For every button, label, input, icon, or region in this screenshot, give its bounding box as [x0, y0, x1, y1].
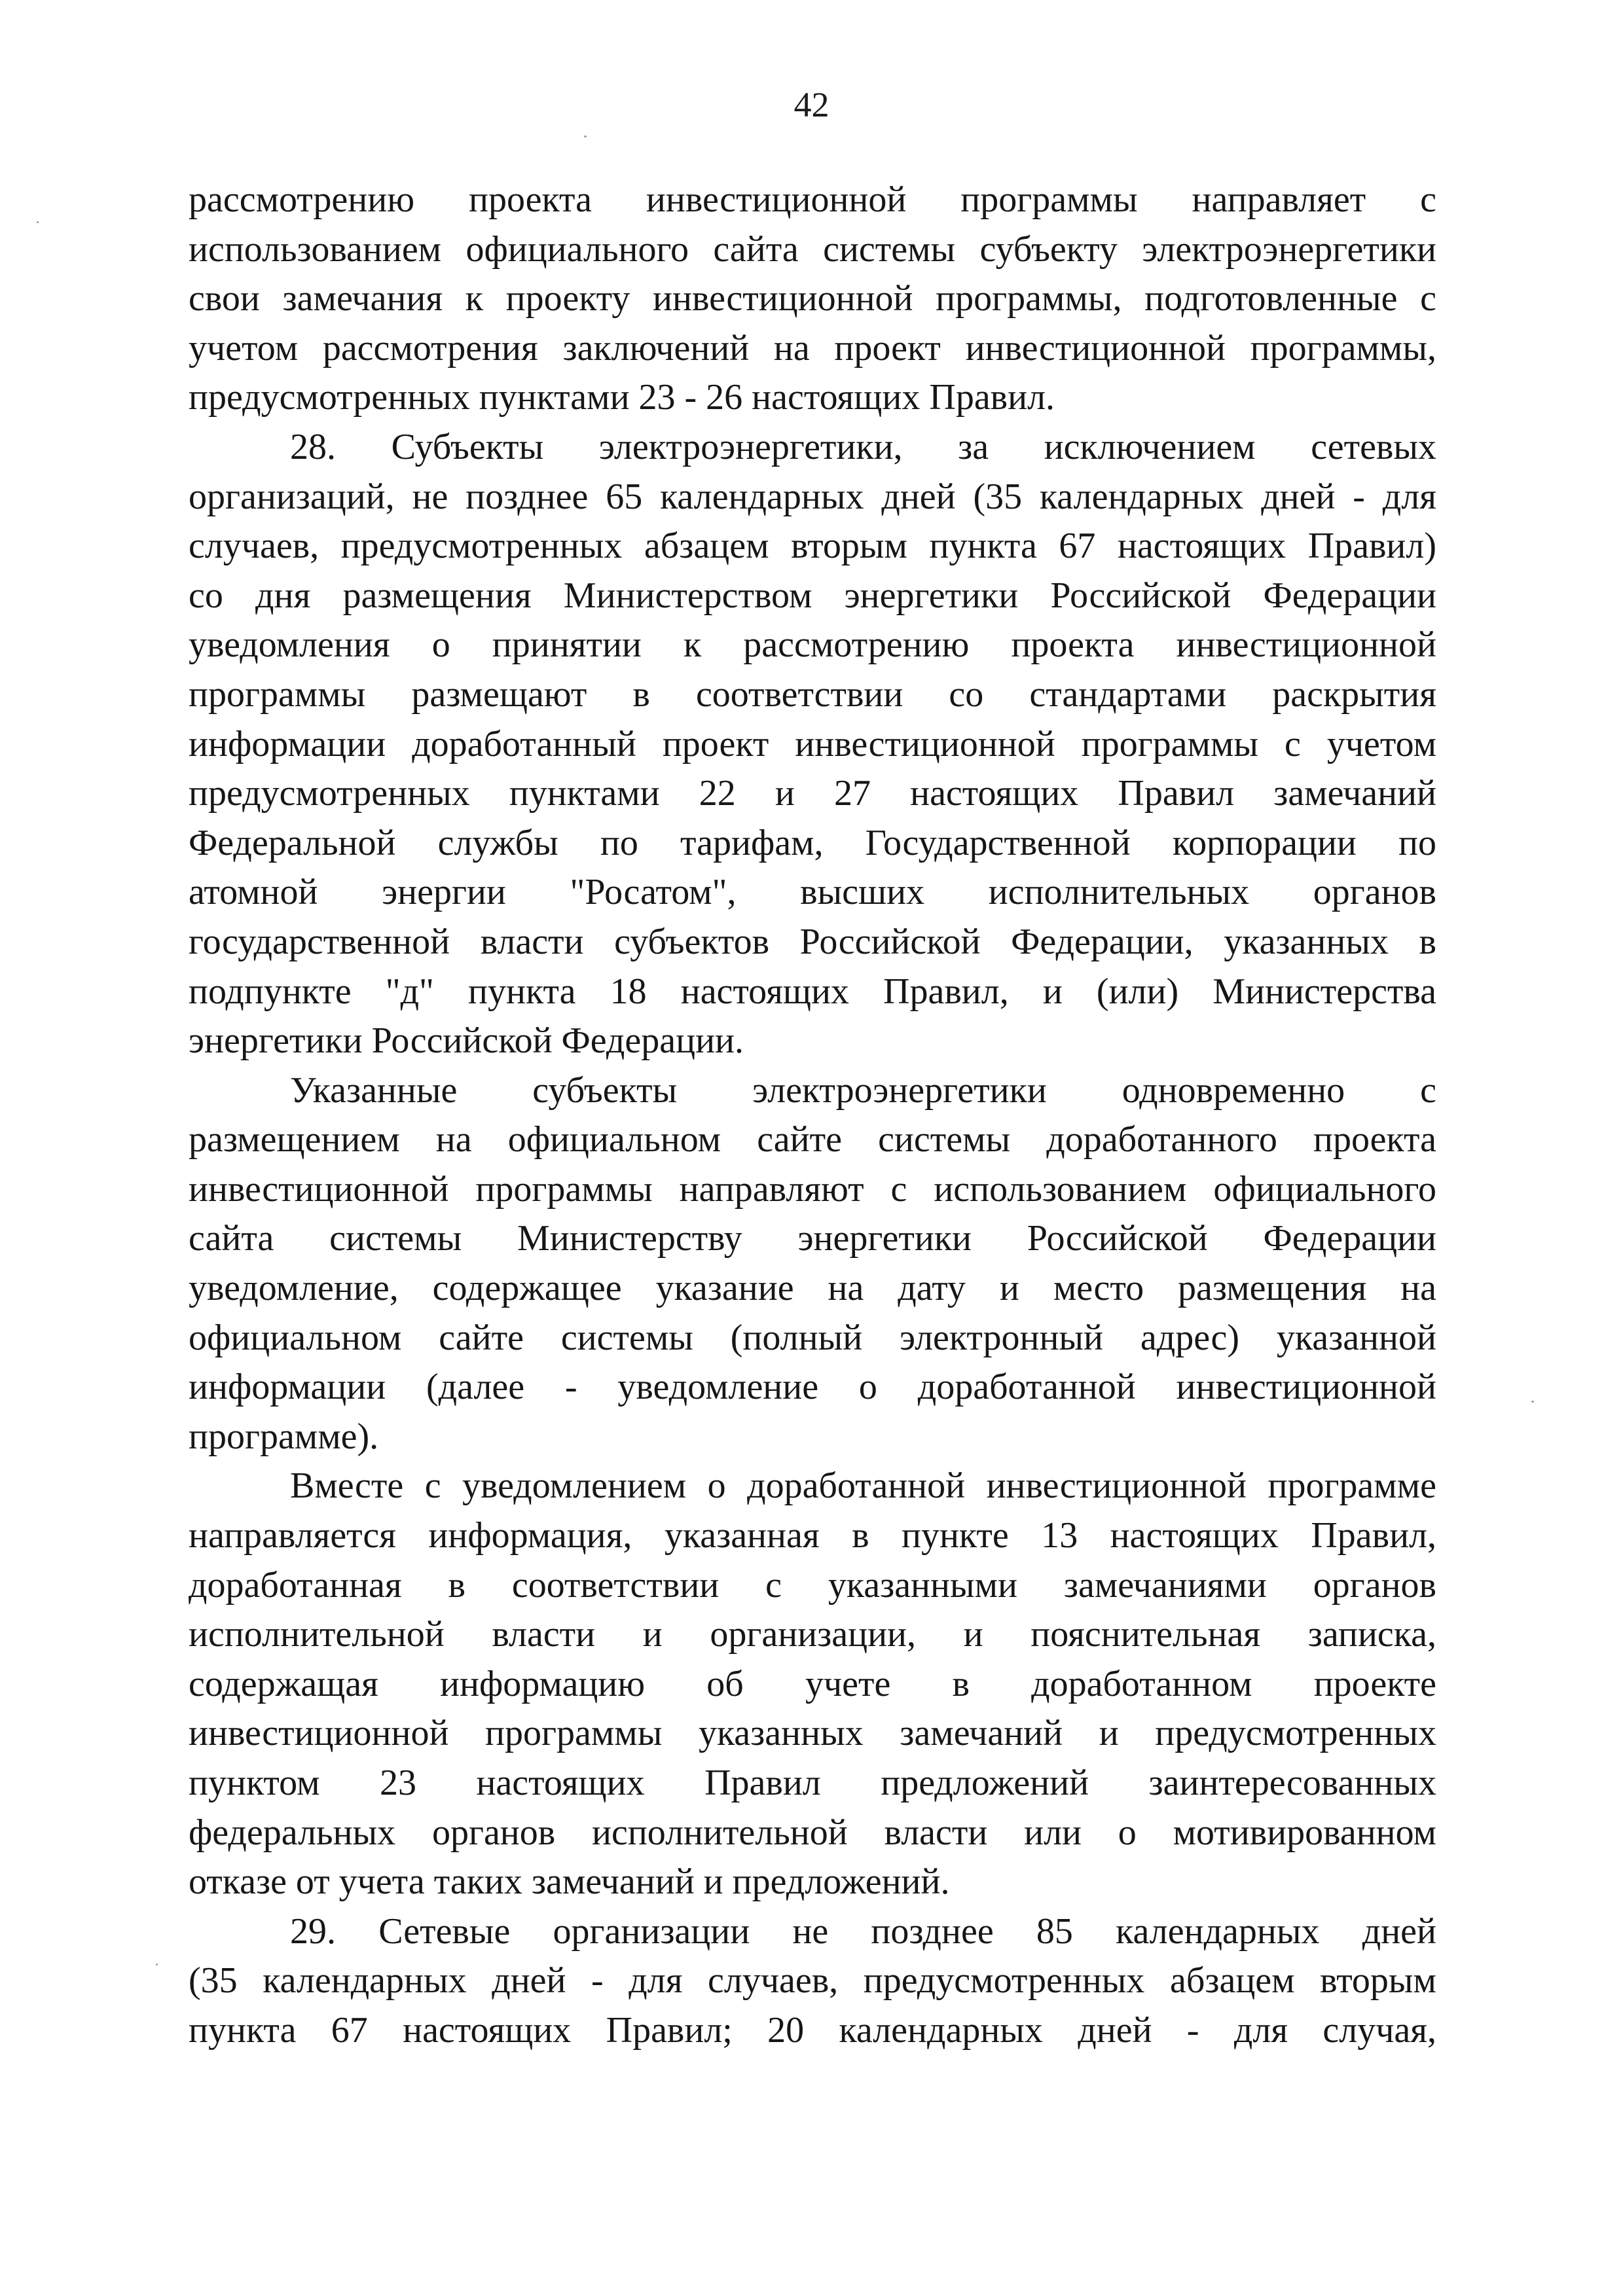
- paragraph-item-29: [189, 1907, 1436, 2056]
- text-line: 28. Субъекты электроэнергетики, за исключением сетевых: [290, 426, 1436, 467]
- text-line: случаев, предусмотренных абзацем вторым пункта 67 настоящих Правил): [189, 526, 1436, 567]
- text-line: рассмотрению проекта инвестиционной программы направляет с: [189, 179, 1436, 220]
- text-line: Вместе с уведомлением о доработанной инвестиционной программе: [290, 1465, 1436, 1507]
- paragraph-item-28: [189, 423, 1436, 1066]
- paragraph-item-28-third: [189, 1462, 1436, 1907]
- paragraph-item-28-second: [189, 1066, 1436, 1462]
- text-line: доработанная в соответствии с указанными замечаниями органов: [189, 1564, 1436, 1605]
- text-line: учетом рассмотрения заключений на проект инвестиционной программы,: [189, 327, 1436, 368]
- text-line: Федеральной службы по тарифам, Государственной корпорации по: [189, 822, 1436, 863]
- text-line: программе).: [189, 1416, 379, 1457]
- text-line: уведомление, содержащее указание на дату и место размещения на: [189, 1268, 1436, 1309]
- text-line: федеральных органов исполнительной власти или о мотивированном: [189, 1812, 1436, 1853]
- text-line: 29. Сетевые организации не позднее 85 календарных дней: [290, 1910, 1436, 1952]
- scan-speck: [156, 1964, 158, 1965]
- text-line: предусмотренных пунктами 23 - 26 настоящих Правил.: [189, 377, 1055, 418]
- text-line: официальном сайте системы (полный электронный адрес) указанной: [189, 1317, 1436, 1358]
- page-number: 42: [793, 85, 830, 124]
- text-line: размещением на официальном сайте системы доработанного проекта: [189, 1119, 1436, 1160]
- text-line: инвестиционной программы указанных замечаний и предусмотренных: [189, 1713, 1436, 1754]
- text-line: использованием официального сайта системы субъекту электроэнергетики: [189, 228, 1436, 270]
- scan-speck: [584, 135, 587, 137]
- text-line: энергетики Российской Федерации.: [189, 1020, 744, 1062]
- text-line: организаций, не позднее 65 календарных дней (35 календарных дней - для: [189, 476, 1436, 517]
- text-line: информации (далее - уведомление о доработанной инвестиционной: [189, 1367, 1436, 1408]
- text-line: инвестиционной программы направляют с использованием официального: [189, 1168, 1436, 1210]
- text-line: направляется информация, указанная в пункте 13 настоящих Правил,: [189, 1515, 1436, 1556]
- document-body: [189, 175, 1436, 2056]
- text-line: Указанные субъекты электроэнергетики одновременно с: [290, 1069, 1436, 1111]
- text-line: программы размещают в соответствии со стандартами раскрытия: [189, 673, 1436, 715]
- text-line: свои замечания к проекту инвестиционной программы, подготовленные с: [189, 278, 1436, 319]
- scan-speck: [1531, 1401, 1534, 1403]
- text-line: информации доработанный проект инвестиционной программы с учетом: [189, 723, 1436, 764]
- text-line: (35 календарных дней - для случаев, предусмотренных абзацем вторым: [189, 1960, 1436, 2001]
- text-line: сайта системы Министерству энергетики Российской Федерации: [189, 1218, 1436, 1259]
- scan-speck: [37, 221, 39, 223]
- text-line: государственной власти субъектов Российской Федерации, указанных в: [189, 921, 1436, 962]
- text-line: атомной энергии "Росатом", высших исполнительных органов: [189, 872, 1436, 913]
- text-line: отказе от учета таких замечаний и предложений.: [189, 1861, 950, 1903]
- text-line: подпункте "д" пункта 18 настоящих Правил, и (или) Министерства: [189, 971, 1436, 1012]
- text-line: содержащая информацию об учете в доработанном проекте: [189, 1663, 1436, 1704]
- text-line: пункта 67 настоящих Правил; 20 календарных дней - для случая,: [189, 2009, 1436, 2051]
- text-line: пунктом 23 настоящих Правил предложений заинтересованных: [189, 1763, 1436, 1803]
- text-line: со дня размещения Министерством энергетики Российской Федерации: [189, 575, 1436, 616]
- paragraph-continuation: [189, 175, 1436, 423]
- text-line: исполнительной власти и организации, и пояснительная записка,: [189, 1614, 1436, 1655]
- text-line: уведомления о принятии к рассмотрению проекта инвестиционной: [189, 624, 1436, 666]
- text-line: предусмотренных пунктами 22 и 27 настоящих Правил замечаний: [189, 773, 1436, 814]
